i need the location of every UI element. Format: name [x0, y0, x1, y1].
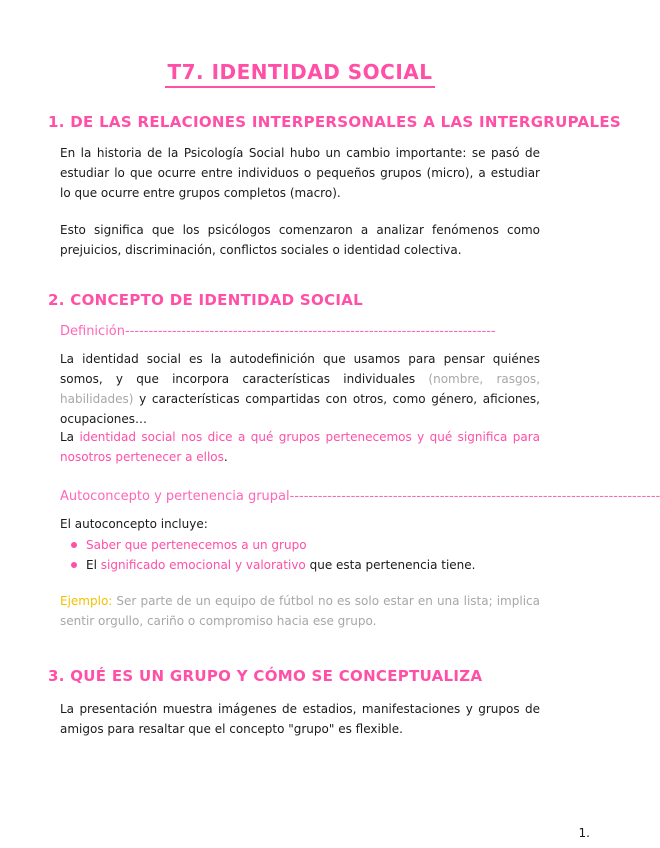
- definition-examples: (nombre, rasgos, habilidades): [60, 372, 541, 406]
- page-number: 1.: [578, 826, 590, 840]
- self-concept-subheading: Autoconcepto y pertenencia grupal-------------------------------------------------------------------------------: [60, 489, 660, 504]
- page-title: T7. IDENTIDAD SOCIAL: [0, 60, 600, 88]
- bullet-dot-2: [71, 562, 77, 568]
- bullet-2: El significado emocional y valorativo que esta pertenencia tiene.: [86, 558, 476, 572]
- definition-text-end: y características compartidas con otros, como género, aficiones, ocupaciones…: [60, 392, 540, 426]
- bullet-2-highlight: significado emocional y valorativo: [100, 558, 306, 572]
- definition-paragraph: [60, 349, 540, 429]
- identity-highlight: identidad social nos dice a qué grupos pertenecemos y qué significa para nosotros pertenecer a ellos: [60, 430, 540, 464]
- identity-paragraph: La identidad social nos dice a qué grupos pertenecemos y qué significa para nosotros pertenecer a ellos.: [60, 430, 540, 464]
- definition-subheading: Definición-------------------------------------------------------------------------------: [60, 324, 496, 339]
- bullet-dot-1: [71, 542, 77, 548]
- section-2-heading: 2. CONCEPTO DE IDENTIDAD SOCIAL: [48, 291, 364, 309]
- section-1-paragraph-1: En la historia de la Psicología Social hubo un cambio importante: se pasó de estudiar lo que ocurre entre individuos o pequeños grupos (micro), a estudiar lo que ocurre entre grupos completos (macro).: [60, 146, 540, 200]
- example-paragraph: [60, 591, 540, 631]
- section-1-heading: 1. DE LAS RELACIONES INTERPERSONALES A LAS INTERGRUPALES: [48, 113, 621, 131]
- section-1-paragraph-2: Esto significa que los psicólogos comenzaron a analizar fenómenos como prejuicios, discriminación, conflictos sociales o identidad colectiva.: [60, 223, 540, 257]
- definition-text: La identidad social es la autodefinición que usamos para pensar quiénes somos, y que incorpora características individuales: [60, 352, 540, 386]
- section-3-heading: 3. QUÉ ES UN GRUPO Y CÓMO SE CONCEPTUALIZA: [48, 667, 483, 685]
- example-text: Ser parte de un equipo de fútbol no es solo estar en una lista; implica sentir orgullo, cariño o compromiso hacia ese grupo.: [60, 594, 540, 628]
- section-3-paragraph: La presentación muestra imágenes de estadios, manifestaciones y grupos de amigos para resaltar que el concepto "grupo" es flexible.: [60, 702, 540, 736]
- bullet-1: Saber que pertenecemos a un grupo: [86, 538, 307, 552]
- self-concept-intro: El autoconcepto incluye:: [60, 517, 208, 531]
- example-label: Ejemplo:: [60, 594, 113, 608]
